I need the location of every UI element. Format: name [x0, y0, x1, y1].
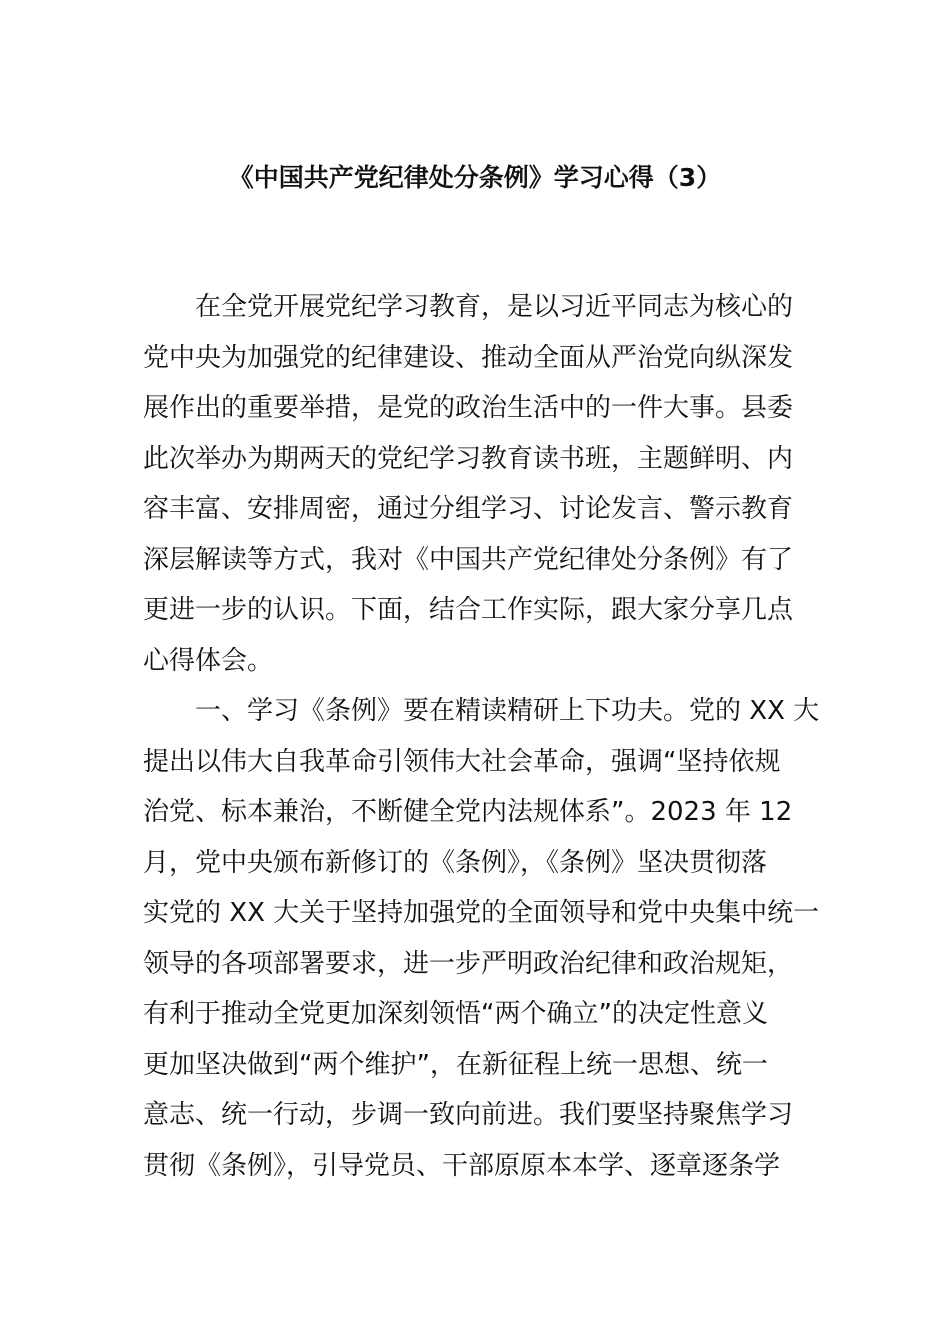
paragraph-2-line-9: 意志、统一行动，步调一致向前进。我们要坚持聚焦学习	[143, 1100, 794, 1130]
paragraph-1-line-4: 此次举办为期两天的党纪学习教育读书班，主题鲜明、内	[143, 443, 794, 474]
paragraph-1-line-5: 容丰富、安排周密，通过分组学习、讨论发言、警示教育	[143, 494, 794, 524]
paragraph-2-line-7: 有利于推动全党更加深刻领悟“两个确立”的决定性意义	[143, 999, 768, 1029]
paragraph-1-line-3: 展作出的重要举措，是党的政治生活中的一件大事。县委	[143, 393, 794, 423]
paragraph-2-line-3: 治党、标本兼治，不断健全党内法规体系”。2023 年 12	[143, 797, 793, 827]
paragraph-1-line-8: 心得体会。	[143, 645, 274, 676]
document-body	[143, 282, 820, 1191]
paragraph-1-line-2: 党中央为加强党的纪律建设、推动全面从严治党向纵深发	[143, 342, 794, 373]
paragraph-2-line-4: 月，党中央颁布新修订的《条例》，《条例》坚决贯彻落	[143, 847, 768, 878]
paragraph-2-line-6: 领导的各项部署要求，进一步严明政治纪律和政治规矩，	[143, 948, 794, 979]
paragraph-1-line-6: 深层解读等方式，我对《中国共产党纪律处分条例》有了	[143, 544, 794, 575]
paragraph-1-line-1: 在全党开展党纪学习教育，是以习近平同志为核心的	[195, 292, 794, 322]
paragraph-2-line-2: 提出以伟大自我革命引领伟大社会革命，强调“坚持依规	[143, 746, 781, 777]
paragraph-1-line-7: 更进一步的认识。下面，结合工作实际，跟大家分享几点	[143, 595, 794, 625]
paragraph-2-line-10: 贯彻《条例》，引导党员、干部原原本本学、逐章逐条学	[143, 1150, 781, 1181]
document-title: 《中国共产党纪律处分条例》学习心得（3）	[228, 163, 722, 192]
paragraph-2-line-5: 实党的 XX 大关于坚持加强党的全面领导和党中央集中统一	[143, 898, 820, 928]
paragraph-2-line-1: 一、学习《条例》要在精读精研上下功夫。党的 XX 大	[195, 696, 820, 726]
paragraph-2-line-8: 更加坚决做到“两个维护”，在新征程上统一思想、统一	[143, 1049, 768, 1080]
